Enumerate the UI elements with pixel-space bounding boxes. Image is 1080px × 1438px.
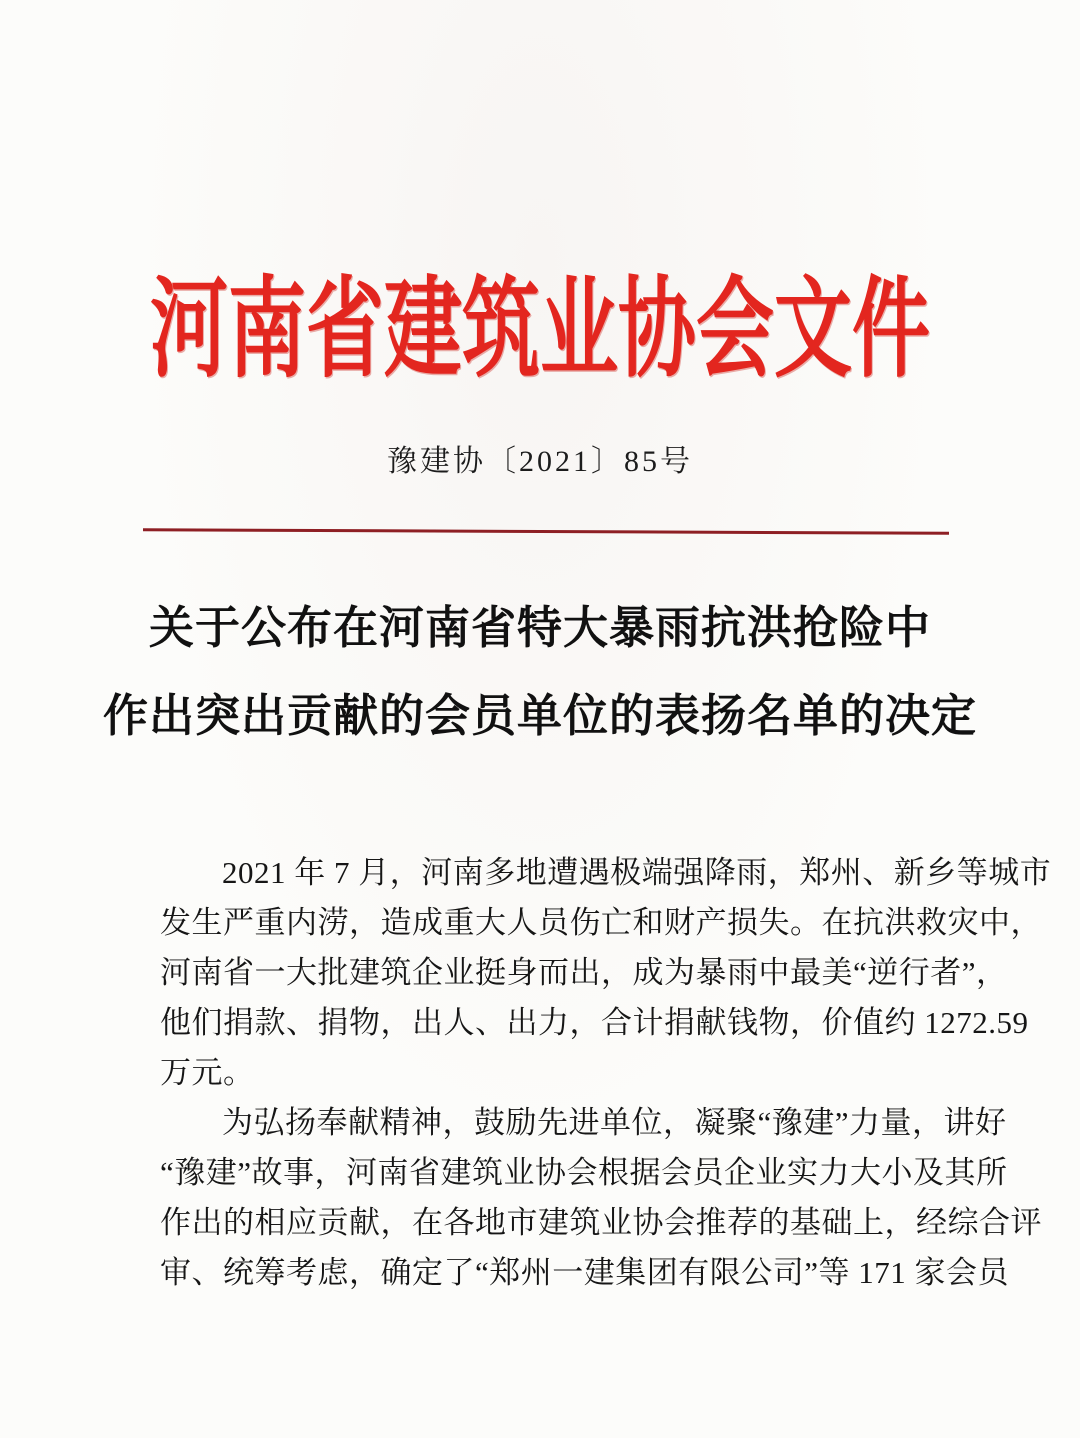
red-divider-rule (143, 528, 949, 535)
body-line: 发生严重内涝，造成重大人员伤亡和财产损失。在抗洪救灾中， (160, 905, 1042, 940)
org-title-banner: 河南省建筑业协会文件 (149, 268, 930, 391)
body-line: 审、统筹考虑，确定了“郑州一建集团有限公司”等 171 家会员 (160, 1255, 1010, 1290)
paragraph-2 (160, 1098, 1042, 1298)
body-line: 作出的相应贡献，在各地市建筑业协会推荐的基础上，经综合评 (160, 1205, 1042, 1240)
body-line: 万元。 (160, 1055, 255, 1090)
body-line: 河南省一大批建筑企业挺身而出，成为暴雨中最美“逆行者”， (160, 955, 1008, 990)
body-line: 2021 年 7 月，河南多地遭遇极端强降雨，郑州、新乡等城市 (222, 855, 1052, 890)
doc-number: 豫建协〔2021〕85号 (387, 445, 693, 478)
body-line: “豫建”故事，河南省建筑业协会根据会员企业实力大小及其所 (160, 1155, 1008, 1190)
body-line: 为弘扬奉献精神，鼓励先进单位，凝聚“豫建”力量，讲好 (222, 1105, 1007, 1140)
document-title-line-2: 作出突出贡献的会员单位的表扬名单的决定 (102, 691, 977, 741)
document-title (0, 584, 1080, 760)
paragraph-1 (160, 848, 1052, 1098)
document-title-line-1: 关于公布在河南省特大暴雨抗洪抢险中 (148, 603, 931, 653)
body-line: 他们捐款、捐物，出人、出力，合计捐献钱物，价值约 1272.59 (160, 1005, 1029, 1040)
document-body (160, 848, 1052, 1298)
